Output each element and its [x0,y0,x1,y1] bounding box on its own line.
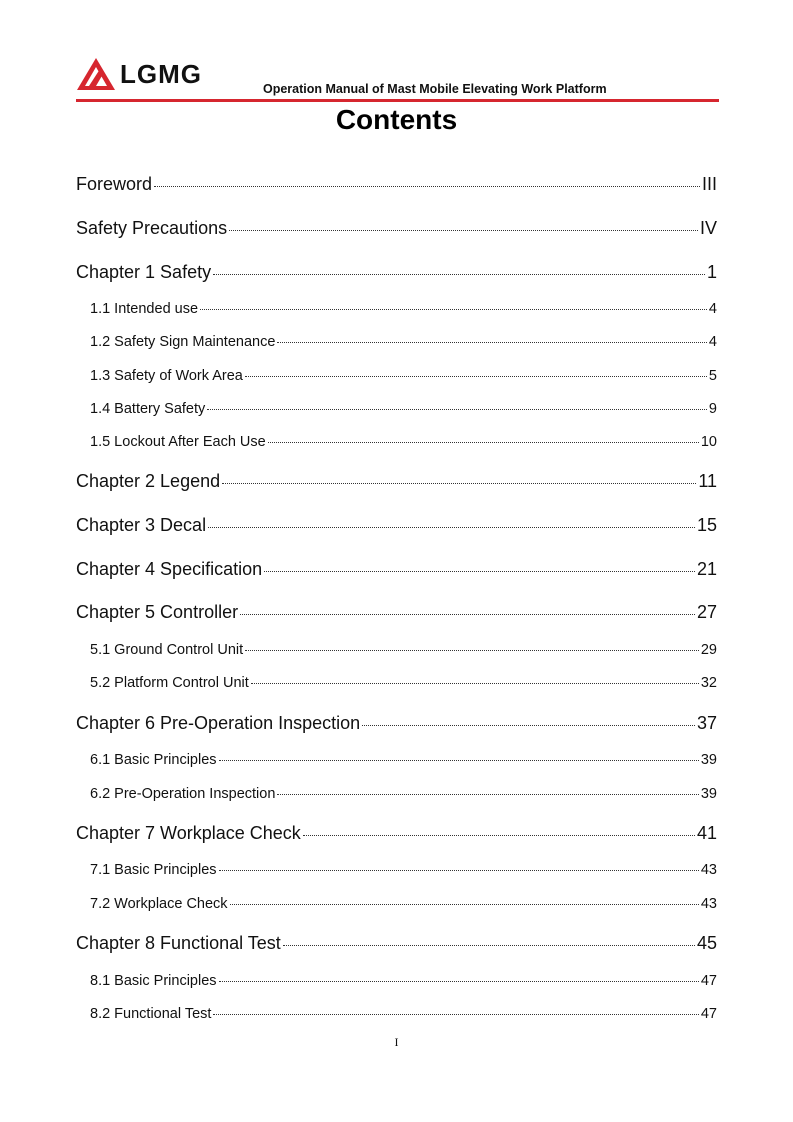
toc-entry-page: 47 [700,1006,717,1022]
toc-entry-title: Chapter 6 Pre-Operation Inspection [76,713,361,733]
dot-leader [208,527,695,528]
toc-entry-title: Foreword [76,174,153,194]
dot-leader [245,650,699,651]
toc-entry-5-2[interactable] [90,675,717,691]
toc-entry-page: 39 [700,752,717,768]
dot-leader [219,981,699,982]
dot-leader [207,409,707,410]
dot-leader [268,442,699,443]
dot-leader [219,870,699,871]
toc-entry-page: 39 [700,786,717,802]
toc-entry-title: 8.2 Functional Test [90,1006,212,1022]
toc-entry-chapter-5[interactable] [76,602,717,623]
toc-entry-title: Chapter 3 Decal [76,515,207,535]
table-of-contents [76,0,717,1122]
toc-entry-page: 45 [696,933,717,953]
toc-entry-chapter-8[interactable] [76,933,717,954]
toc-entry-page: 1 [706,262,717,282]
toc-entry-8-2[interactable] [90,1006,717,1022]
toc-entry-title: Chapter 7 Workplace Check [76,823,301,843]
page-number: I [394,1035,399,1049]
toc-entry-8-1[interactable] [90,973,717,989]
toc-entry-page: III [701,174,717,194]
dot-leader [362,725,695,726]
toc-entry-title: Chapter 2 Legend [76,471,221,491]
toc-entry-page: 10 [700,434,717,450]
dot-leader [277,794,698,795]
toc-entry-title: Chapter 8 Functional Test [76,933,281,953]
toc-entry-6-1[interactable] [90,752,717,768]
toc-entry-title: Chapter 4 Specification [76,559,263,579]
toc-entry-7-2[interactable] [90,896,717,912]
dot-leader [222,483,696,484]
toc-entry-chapter-7[interactable] [76,823,717,844]
toc-entry-title: 5.1 Ground Control Unit [90,642,244,658]
toc-entry-page: 21 [696,559,717,579]
toc-entry-title: Safety Precautions [76,218,228,238]
toc-entry-chapter-6[interactable] [76,713,717,734]
toc-entry-title: 1.3 Safety of Work Area [90,368,243,384]
dot-leader [200,309,707,310]
toc-entry-page: 15 [696,515,717,535]
dot-leader [251,683,699,684]
toc-entry-6-2[interactable] [90,786,717,802]
dot-leader [283,945,695,946]
dot-leader [303,835,695,836]
dot-leader [219,760,699,761]
toc-entry-title: 8.1 Basic Principles [90,973,217,989]
toc-entry-5-1[interactable] [90,642,717,658]
toc-entry-1-1[interactable] [90,301,717,317]
dot-leader [240,614,695,615]
toc-entry-7-1[interactable] [90,862,717,878]
toc-entry-page: 4 [708,301,717,317]
toc-entry-page: 47 [700,973,717,989]
toc-entry-title: 1.5 Lockout After Each Use [90,434,266,450]
toc-entry-page: 11 [698,471,717,491]
logo-text: LGMG [120,59,202,89]
toc-entry-title: 6.2 Pre-Operation Inspection [90,786,276,802]
toc-entry-page: 41 [696,823,717,843]
toc-entry-page: 9 [708,401,717,417]
toc-entry-title: 7.2 Workplace Check [90,896,228,912]
dot-leader [264,571,695,572]
toc-entry-page: 5 [708,368,717,384]
toc-entry-title: 7.1 Basic Principles [90,862,217,878]
contents-heading: Contents [335,104,458,135]
toc-entry-title: 5.2 Platform Control Unit [90,675,249,691]
toc-entry-page: 43 [700,896,717,912]
toc-entry-safety-precautions[interactable] [76,218,717,239]
document-header-title: Operation Manual of Mast Mobile Elevating Work Platform [263,82,607,96]
toc-entry-1-3[interactable] [90,368,717,384]
dot-leader [277,342,707,343]
toc-entry-chapter-2[interactable] [76,471,717,492]
toc-entry-1-4[interactable] [90,401,717,417]
toc-entry-page: 4 [708,334,717,350]
dot-leader [230,904,699,905]
toc-entry-page: 37 [696,713,717,733]
toc-entry-chapter-3[interactable] [76,515,717,536]
toc-entry-page: 27 [696,602,717,622]
toc-entry-page: 43 [700,862,717,878]
toc-entry-chapter-1[interactable] [76,262,717,283]
toc-entry-page: IV [699,218,717,238]
toc-entry-1-2[interactable] [90,334,717,350]
toc-entry-title: 1.1 Intended use [90,301,199,317]
toc-entry-title: 1.4 Battery Safety [90,401,206,417]
toc-entry-title: 6.1 Basic Principles [90,752,217,768]
toc-entry-title: Chapter 5 Controller [76,602,239,622]
dot-leader [245,376,707,377]
toc-entry-page: 29 [700,642,717,658]
toc-entry-title: Chapter 1 Safety [76,262,212,282]
toc-entry-chapter-4[interactable] [76,559,717,580]
dot-leader [154,186,700,187]
dot-leader [213,1014,698,1015]
dot-leader [229,230,698,231]
toc-entry-1-5[interactable] [90,434,717,450]
toc-entry-title: 1.2 Safety Sign Maintenance [90,334,276,350]
toc-entry-page: 32 [700,675,717,691]
toc-entry-foreword[interactable] [76,174,717,195]
dot-leader [213,274,705,275]
